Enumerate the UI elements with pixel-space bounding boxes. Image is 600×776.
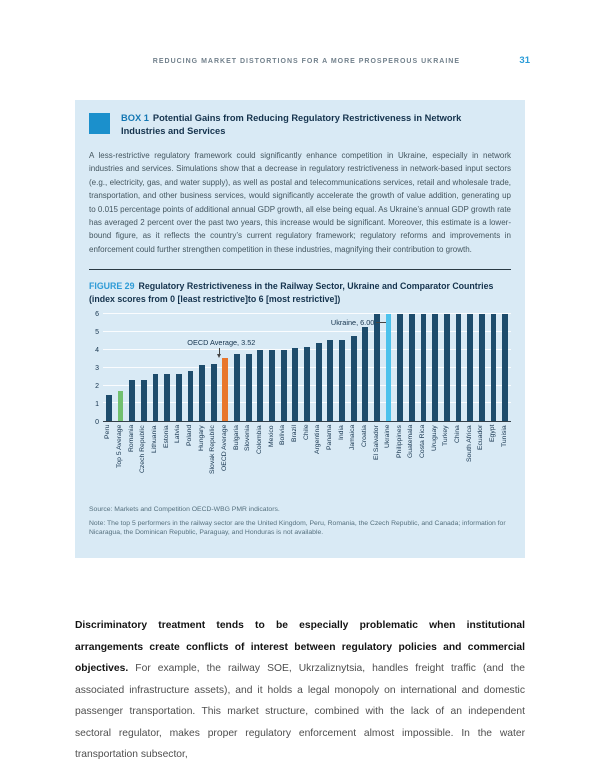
bar-slot <box>138 314 150 421</box>
x-label-slot <box>383 425 395 497</box>
y-tick-label: 6 <box>95 311 99 319</box>
box-label: BOX 1 <box>121 113 149 123</box>
bar-ukraine <box>386 314 392 421</box>
bar-slot <box>313 314 325 421</box>
bar-slot <box>464 314 476 421</box>
x-label: Ecuador <box>477 425 485 451</box>
bar-poland <box>188 371 194 421</box>
bar-china <box>456 314 462 421</box>
x-label-slot <box>301 425 313 497</box>
x-label: China <box>454 425 462 444</box>
x-label: Czech Republic <box>139 425 147 473</box>
x-label-slot <box>196 425 208 497</box>
x-labels <box>103 425 511 497</box>
bar-romania <box>129 380 135 421</box>
figure-subtitle: (index scores from 0 [least restrictive]to 6 [most restrictive]) <box>89 293 341 304</box>
body-continuation <box>75 663 525 760</box>
bar-guatemala <box>409 314 415 421</box>
y-tick-label: 1 <box>95 401 99 409</box>
y-axis <box>89 311 103 427</box>
x-label-slot <box>220 425 232 497</box>
y-tick-label: 2 <box>95 383 99 391</box>
bar-slot <box>208 314 220 421</box>
figure-source: Source: Markets and Competition OECD-WBG PMR indicators. <box>89 506 280 514</box>
x-label: Tunisia <box>500 425 508 447</box>
x-label-slot <box>441 425 453 497</box>
x-label: Costa Rica <box>419 425 427 459</box>
bar-philippines <box>397 314 403 421</box>
bar-slot <box>301 314 313 421</box>
box-divider <box>89 269 511 270</box>
box-1-panel <box>75 100 525 558</box>
body-continuation-text: For example, the railway SOE, Ukrzaliznytsia, handles freight traffic (and the associated infrastructure assets), and it holds a legal monopoly on international and domestic passenger transportation. This market structure, combined with the lack of an independent sectoral regulator, makes proper regulatory enforcement almost impossible. In the water transportation subsector, <box>75 663 525 760</box>
x-label-slot <box>313 425 325 497</box>
bar-slot <box>383 314 395 421</box>
x-label-slot <box>464 425 476 497</box>
x-label-slot <box>488 425 500 497</box>
box-square-icon <box>89 113 110 134</box>
plot-area <box>103 314 511 422</box>
x-label-slot <box>231 425 243 497</box>
bar-slot <box>418 314 430 421</box>
bar-slot <box>348 314 360 421</box>
x-label: Top 5 Average <box>116 425 124 469</box>
box-header <box>89 112 511 138</box>
x-label: Turkey <box>442 425 450 446</box>
bar-slot <box>185 314 197 421</box>
x-label-slot <box>371 425 383 497</box>
x-label-slot <box>290 425 302 497</box>
bar-estonia <box>164 374 170 421</box>
x-label: Panama <box>325 425 333 451</box>
running-header: REDUCING MARKET DISTORTIONS FOR A MORE PROSPEROUS UKRAINE <box>152 58 460 65</box>
x-label: Poland <box>186 425 194 447</box>
bar-slovak-republic <box>211 364 217 421</box>
x-label-slot <box>359 425 371 497</box>
bar-india <box>339 340 345 421</box>
x-label-slot <box>418 425 430 497</box>
x-label-slot <box>324 425 336 497</box>
x-label: Colombia <box>255 425 263 454</box>
x-label: Slovenia <box>244 425 252 452</box>
x-label-slot <box>348 425 360 497</box>
annotation-oecd-arrowhead-icon <box>217 354 221 358</box>
x-label: Peru <box>104 425 112 440</box>
bar-top-5-average <box>118 391 124 421</box>
bar-slot <box>290 314 302 421</box>
x-label: Brazil <box>290 425 298 443</box>
x-label: Hungary <box>197 425 205 451</box>
bar-colombia <box>257 350 263 421</box>
bar-peru <box>106 395 112 422</box>
y-tick-label: 5 <box>95 329 99 337</box>
x-label-slot <box>266 425 278 497</box>
x-label: India <box>337 425 345 440</box>
bar-slot <box>441 314 453 421</box>
body-paragraph <box>75 615 525 766</box>
x-label: Guatemala <box>407 425 415 459</box>
annotation-ukraine-leader-line <box>376 322 387 323</box>
bar-lithuania <box>153 374 159 421</box>
page-number: 31 <box>519 55 530 66</box>
bar-slot <box>406 314 418 421</box>
x-label-slot <box>208 425 220 497</box>
x-label-slot <box>150 425 162 497</box>
bar-hungary <box>199 365 205 421</box>
bar-mexico <box>269 350 275 421</box>
bar-chile <box>304 347 310 421</box>
bar-brazil <box>292 348 298 421</box>
figure-label: FIGURE 29 <box>89 281 135 292</box>
bar-slot <box>115 314 127 421</box>
annotation-ukraine: Ukraine, 6.00 <box>330 318 375 328</box>
bar-czech-republic <box>141 380 147 421</box>
body-lead-sentence: Discriminatory treatment tends to be especially problematic when institutional arrangements create conflicts of interest between regulatory policies and commercial objectives. <box>75 620 525 674</box>
bar-slot <box>359 314 371 421</box>
bar-tunisia <box>502 314 508 421</box>
x-label-slot <box>185 425 197 497</box>
bar-argentina <box>316 343 322 421</box>
bar-slot <box>266 314 278 421</box>
x-label: Mexico <box>267 425 275 447</box>
x-label: Bulgaria <box>232 425 240 451</box>
x-label: Ukraine <box>384 425 392 449</box>
y-tick-label: 4 <box>95 347 99 355</box>
bar-slot <box>324 314 336 421</box>
bar-bulgaria <box>234 354 240 421</box>
bar-croatia <box>362 327 368 422</box>
y-tick-label: 3 <box>95 365 99 373</box>
x-label-slot <box>453 425 465 497</box>
bar-slot <box>220 314 232 421</box>
bar-ecuador <box>479 314 485 421</box>
figure-note: Note: The top 5 performers in the railway sector are the United Kingdom, Peru, Romania, the Czech Republic, and Canada; information for Nicaragua, the Dominican Republic, Paraguay, and Honduras is not available. <box>89 519 506 537</box>
bar-slot <box>126 314 138 421</box>
bar-slot <box>499 314 511 421</box>
figure-title-text: Regulatory Restrictiveness in the Railway Sector, Ukraine and Comparator Countries <box>138 281 494 292</box>
bar-oecd-average <box>222 358 228 421</box>
bar-slot <box>336 314 348 421</box>
x-label: Argentina <box>314 425 322 455</box>
x-label: Philippines <box>395 425 403 459</box>
x-label-slot <box>476 425 488 497</box>
bar-slot <box>255 314 267 421</box>
x-label-slot <box>243 425 255 497</box>
bar-latvia <box>176 374 182 421</box>
bar-slot <box>150 314 162 421</box>
x-label: Romania <box>127 425 135 453</box>
bar-chart <box>89 311 511 497</box>
x-label: OECD Average <box>220 425 228 472</box>
bars-row <box>103 314 511 421</box>
x-label: Slovak Republic <box>209 425 217 474</box>
y-tick-label: 0 <box>95 419 99 427</box>
x-label: South Africa <box>465 425 473 462</box>
x-label-slot <box>499 425 511 497</box>
bar-uruguay <box>432 314 438 421</box>
x-label: Latvia <box>174 425 182 444</box>
x-label-slot <box>429 425 441 497</box>
bar-slot <box>394 314 406 421</box>
bar-slot <box>429 314 441 421</box>
x-label-slot <box>394 425 406 497</box>
x-label-slot <box>103 425 115 497</box>
bar-turkey <box>444 314 450 421</box>
bar-slot <box>453 314 465 421</box>
x-label-slot <box>278 425 290 497</box>
x-label-slot <box>336 425 348 497</box>
x-label: Uruguay <box>430 425 438 451</box>
x-label-slot <box>255 425 267 497</box>
x-label: Bolivia <box>279 425 287 446</box>
x-label-slot <box>161 425 173 497</box>
x-label: Egypt <box>489 425 497 443</box>
bar-bolivia <box>281 350 287 421</box>
box-body-paragraph: A less-restrictive regulatory framework could significantly enhance competition in Ukraine, especially in network industries and services. Simulations show that a decrease in regulatory restrictiveness in network-based input sectors (e.g., electricity, gas, and water supply), as well as postal and telecommunications services, retail and wholesale trade, transportation, and other business services, would significantly accelerate the growth of value addition, generating up to 0.015 percentage points of additional annual GDP growth, all else being equal. As Ukraine’s annual GDP growth rate has averaged 2 percent over the past two years, this increase would be significant. Moreover, this estimate is a lower-bound figure, as it reflects the country’s current regulatory framework; regulatory reforms and improvements in enforcement could further strengthen competition in these industries, magnifying their contribution to growth. <box>89 151 511 254</box>
x-label: Chile <box>302 425 310 441</box>
bar-slot <box>243 314 255 421</box>
x-label: El Salvador <box>372 425 380 461</box>
bar-jamaica <box>351 336 357 422</box>
bar-slot <box>196 314 208 421</box>
bar-panama <box>327 340 333 421</box>
x-label-slot <box>406 425 418 497</box>
bar-el-salvador <box>374 314 380 421</box>
x-label: Lithuania <box>151 425 159 453</box>
box-title-text: Potential Gains from Reducing Regulatory Restrictiveness in Network Industries and Services <box>121 113 462 136</box>
box-title <box>121 112 501 138</box>
x-label: Estonia <box>162 425 170 448</box>
bar-slot <box>103 314 115 421</box>
x-label: Jamaica <box>349 425 357 451</box>
bar-egypt <box>491 314 497 421</box>
x-label: Croatia <box>360 425 368 448</box>
bar-slovenia <box>246 354 252 421</box>
bar-slot <box>161 314 173 421</box>
x-label-slot <box>115 425 127 497</box>
x-label-slot <box>173 425 185 497</box>
bar-south-africa <box>467 314 473 421</box>
annotation-oecd-average: OECD Average, 3.52 <box>187 338 256 348</box>
bar-slot <box>476 314 488 421</box>
bar-costa-rica <box>421 314 427 421</box>
bar-slot <box>488 314 500 421</box>
bar-slot <box>278 314 290 421</box>
figure-caption <box>89 280 511 305</box>
bar-slot <box>371 314 383 421</box>
bar-slot <box>173 314 185 421</box>
x-label-slot <box>138 425 150 497</box>
bar-slot <box>231 314 243 421</box>
plot-wrap <box>103 314 511 497</box>
x-label-slot <box>126 425 138 497</box>
